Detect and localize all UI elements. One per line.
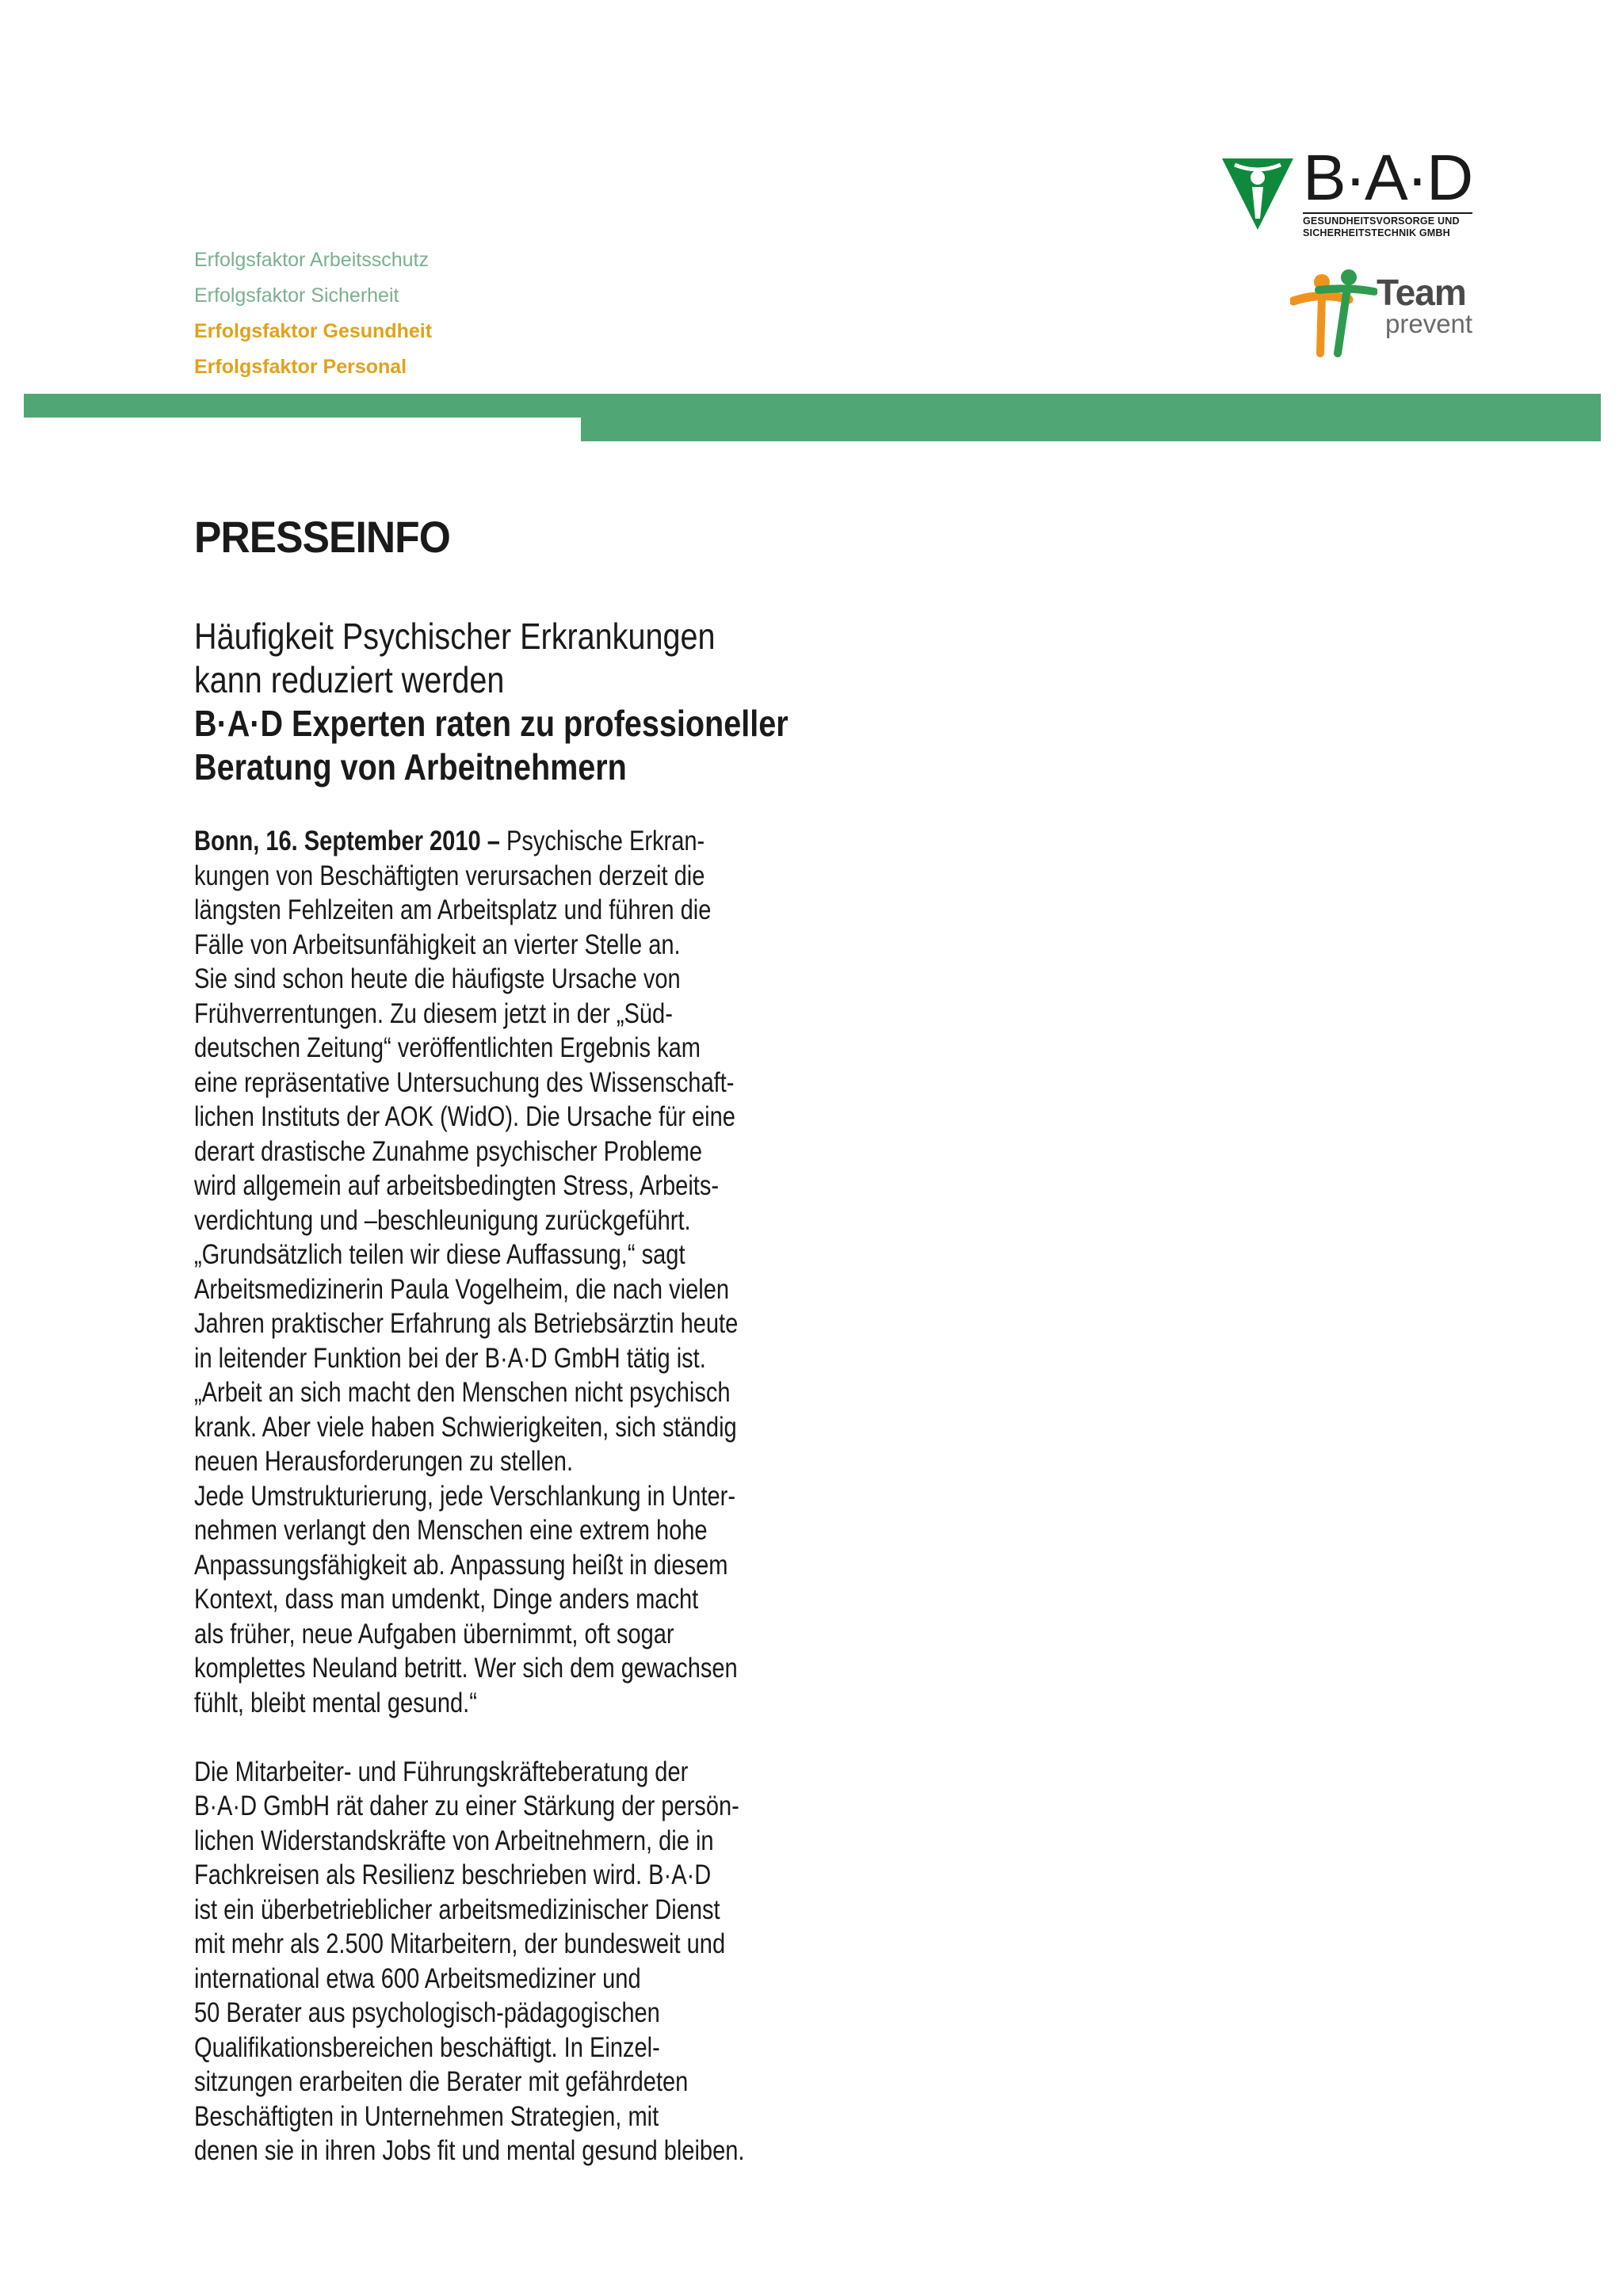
body-line: denen sie in ihren Jobs fit und mental gesund bleiben.	[194, 2135, 745, 2166]
body-line: eine repräsentative Untersuchung des Wissenschaft-	[194, 1066, 735, 1098]
body-line: Jede Umstrukturierung, jede Verschlankung in Unter-	[194, 1480, 736, 1512]
paragraph-gap	[194, 1720, 786, 1755]
body-line: Qualifikationsbereichen beschäftigt. In Einzel-	[194, 2031, 660, 2063]
body-line: lichen Instituts der AOK (WidO). Die Ursache für eine	[194, 1101, 735, 1132]
body-line: Fälle von Arbeitsunfähigkeit an vierter Stelle an.	[194, 929, 681, 960]
header-band-top	[24, 394, 1601, 418]
team-figures-icon	[1290, 269, 1377, 358]
body-line: mit mehr als 2.500 Mitarbeitern, der bundesweit und	[194, 1928, 726, 1959]
body-line: wird allgemein auf arbeitsbedingten Stress, Arbeits-	[194, 1170, 720, 1201]
body-line: verdichtung und –beschleunigung zurückgeführt.	[194, 1204, 691, 1236]
body-line: ist ein überbetrieblicher arbeitsmedizinischer Dienst	[194, 1894, 720, 1925]
body-line: neuen Herausforderungen zu stellen.	[194, 1446, 574, 1477]
body-line: deutschen Zeitung“ veröffentlichten Ergebnis kam	[194, 1032, 701, 1063]
body-line: Sie sind schon heute die häufigste Ursache von	[194, 963, 681, 994]
team-prevent-logo	[1290, 269, 1480, 364]
headline-line-4: Beratung von Arbeitnehmern	[194, 746, 627, 788]
body-line: in leitender Funktion bei der B·A·D GmbH tätig ist.	[194, 1342, 706, 1374]
body-line-text: Psychische Erkran-	[499, 826, 705, 856]
bad-subtitle-line-2: SICHERHEITSTECHNIK GMBH	[1303, 227, 1450, 238]
body-line: „Grundsätzlich teilen wir diese Auffassung,“ sagt	[194, 1239, 685, 1270]
tagline-sicherheit: Erfolgsfaktor Sicherheit	[194, 284, 399, 307]
tagline-gesundheit: Erfolgsfaktor Gesundheit	[194, 320, 433, 342]
body-line: Jahren praktischer Erfahrung als Betriebsärztin heute	[194, 1308, 739, 1339]
bad-logo	[1220, 142, 1474, 250]
dateline: Bonn, 16. September 2010 –	[194, 826, 500, 856]
body-line: Anpassungsfähigkeit ab. Anpassung heißt in diesem	[194, 1549, 728, 1581]
headline	[194, 615, 789, 789]
prevent-wordmark: prevent	[1385, 309, 1473, 338]
body-line: international etwa 600 Arbeitsmediziner und	[194, 1962, 641, 1994]
body-line: nehmen verlangt den Menschen eine extrem hohe	[194, 1515, 708, 1546]
team-wordmark: Team	[1377, 272, 1466, 313]
body-line: kungen von Beschäftigten verursachen derzeit die	[194, 860, 705, 891]
body-line: Frühverrentungen. Zu diesem jetzt in der „Süd-	[194, 997, 673, 1029]
body-line: 50 Berater aus psychologisch-pädagogischen	[194, 1997, 660, 2028]
headline-line-1: Häufigkeit Psychischer Erkrankungen	[194, 616, 716, 657]
bad-emblem-icon	[1220, 157, 1295, 231]
headline-line-3: B·A·D Experten raten zu professioneller	[194, 703, 789, 744]
bad-subtitle	[1303, 212, 1472, 239]
body-line: „Arbeit an sich macht den Menschen nicht psychisch	[194, 1377, 731, 1408]
tagline-personal: Erfolgsfaktor Personal	[194, 356, 407, 378]
body-line: Arbeitsmedizinerin Paula Vogelheim, die nach vielen	[194, 1273, 730, 1305]
taglines	[194, 242, 432, 385]
body-line: lichen Widerstandskräfte von Arbeitnehmern, die in	[194, 1825, 714, 1856]
body-line: fühlt, bleibt mental gesund.“	[194, 1687, 477, 1718]
tagline-arbeitsschutz: Erfolgsfaktor Arbeitsschutz	[194, 249, 429, 271]
body-line: längsten Fehlzeiten am Arbeitsplatz und führen die	[194, 894, 712, 925]
body-line: B·A·D GmbH rät daher zu einer Stärkung der persön-	[194, 1791, 739, 1821]
body-line: sitzungen erarbeiten die Berater mit gefährdeten	[194, 2066, 689, 2097]
bad-wordmark: B·A·D	[1303, 142, 1472, 214]
bad-subtitle-line-1: GESUNDHEITSVORSORGE UND	[1303, 215, 1460, 227]
article-body	[194, 824, 786, 2168]
body-line: komplettes Neuland betritt. Wer sich dem gewachsen	[194, 1653, 738, 1684]
page-title: PRESSEINFO	[194, 512, 450, 562]
headline-line-2: kann reduziert werden	[194, 659, 505, 700]
header-band-step	[581, 418, 1601, 441]
body-line: krank. Aber viele haben Schwierigkeiten, sich ständig	[194, 1411, 737, 1443]
body-line: Fachkreisen als Resilienz beschrieben wird. B·A·D	[194, 1859, 712, 1890]
body-line: Beschäftigten in Unternehmen Strategien, mit	[194, 2100, 659, 2132]
body-line: derart drastische Zunahme psychischer Probleme	[194, 1135, 703, 1167]
body-line	[194, 824, 786, 859]
body-line: Kontext, dass man umdenkt, Dinge anders macht	[194, 1584, 699, 1615]
body-line: Die Mitarbeiter- und Führungskräfteberatung der	[194, 1756, 689, 1787]
body-line: als früher, neue Aufgaben übernimmt, oft sogar	[194, 1618, 674, 1650]
